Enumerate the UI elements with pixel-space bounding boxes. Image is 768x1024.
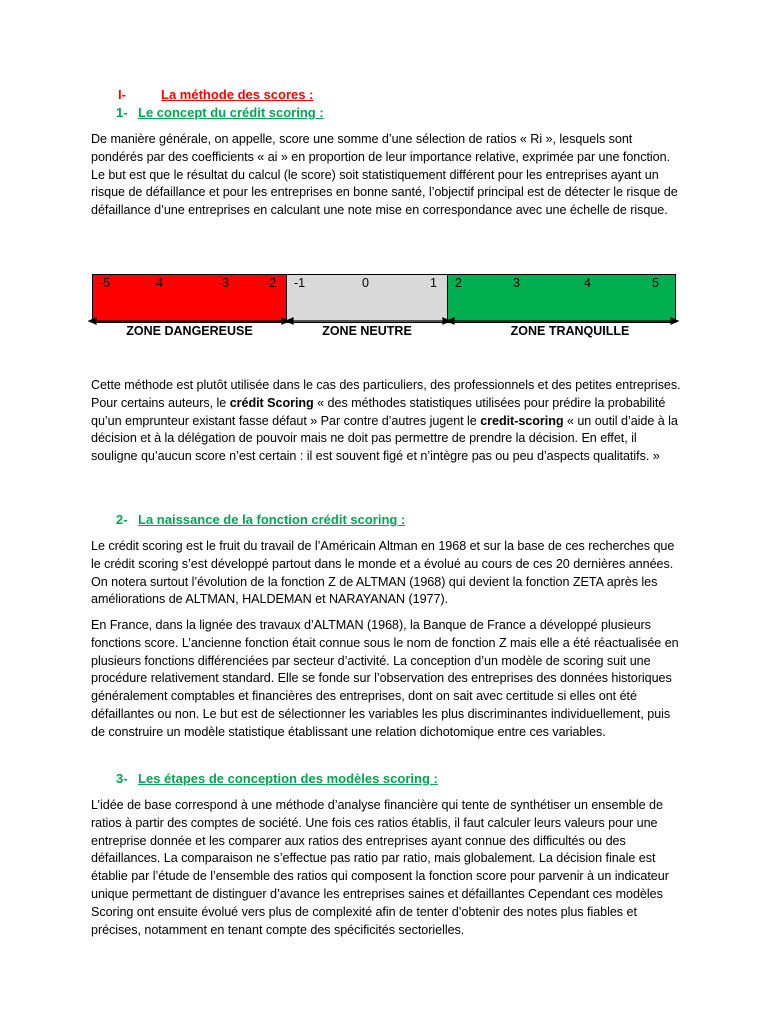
section-title-text: La méthode des scores : bbox=[161, 87, 314, 102]
text-run: Cette méthode est plutôt utilisée dans le cas des particuliers, des professionnels et des petites entreprises. Pour certains auteurs, le bbox=[91, 378, 681, 410]
subsection-title: Le concept du crédit scoring : bbox=[138, 105, 324, 120]
zone-quiet-label: ZONE TRANQUILLE bbox=[510, 324, 630, 338]
section-title-1 bbox=[161, 86, 313, 104]
scale-tick: -2 bbox=[265, 276, 277, 290]
subsection-number: 3- bbox=[116, 771, 128, 786]
scale-tick: 3 bbox=[513, 276, 520, 290]
subsection-number: 1- bbox=[116, 105, 128, 120]
subsection-heading-1 bbox=[116, 104, 324, 122]
subsection-heading-2 bbox=[116, 511, 405, 529]
zone-dangerous-label: ZONE DANGEREUSE bbox=[126, 324, 253, 338]
scale-tick: 1 bbox=[430, 276, 437, 290]
scale-tick: 0 bbox=[362, 276, 369, 290]
bold-term: credit-scoring bbox=[480, 413, 564, 428]
section-number: I- bbox=[118, 87, 126, 102]
subsection-title: La naissance de la fonction crédit scoring : bbox=[138, 512, 406, 527]
scale-tick: 5 bbox=[652, 276, 659, 290]
scale-tick: -3 bbox=[218, 276, 230, 290]
subsection-number: 2- bbox=[116, 512, 128, 527]
scale-tick: -4 bbox=[152, 276, 164, 290]
paragraph-usage bbox=[91, 377, 681, 466]
scale-tick: 4 bbox=[584, 276, 591, 290]
text-run: « un outil d’aide à la décision et à la délégation de pouvoir mais ne doit pas permettre de prendre la décision. En effet, il souligne qu’aucun score n’est certain : il est souvent figé et n’intègre pas ou peu d’aspects qualitatifs. » bbox=[91, 413, 678, 464]
subsection-title: Les étapes de conception des modèles scoring : bbox=[138, 771, 438, 786]
subsection-heading-3 bbox=[116, 770, 438, 788]
zone-neutral-label: ZONE NEUTRE bbox=[322, 324, 412, 338]
paragraph-definition: De manière générale, on appelle, score une somme d’une sélection de ratios « Ri », lesquels sont pondérés par des coefficients « ai » en proportion de leur importance relative, exprimée par une fonction. Le but est que le résultat du calcul (le score) soit statistiquement différent pour les entreprises ayant un risque de défaillance et pour les entreprises en bonne santé, l’objectif principal est de détecter le risque de défaillance d’une entreprises en calculant une note mise en correspondance avec une échelle de risque. bbox=[91, 132, 678, 218]
scale-tick: -5 bbox=[99, 276, 111, 290]
paragraph-france: En France, dans la lignée des travaux d’ALTMAN (1968), la Banque de France a développé plusieurs fonctions score. L’ancienne fonction était connue sous le nom de fonction Z mais elle a été réactualisée en plusieurs fonctions différenciées par secteur d’activité. La conception d’un modèle de scoring suit une procédure relativement standard. Elle se fonde sur l’observation des entreprises des données historiques généralement comptables et financières des entreprises, dont on sait avec certitude si elles ont été défaillantes ou non. Le but est de sélectionner les variables les plus discriminantes individuellement, puis de construire un modèle statistique établissant une relation dichotomique entre ces variables. bbox=[91, 618, 679, 739]
paragraph-steps: L’idée de base correspond à une méthode d’analyse financière qui tente de synthétiser un ensemble de ratios à partir des comptes de société. Une fois ces ratios établis, il faut calculer leurs valeurs pour une entreprise donnée et les comparer aux ratios des entreprises ayant connue des difficultés ou des défaillances. La comparaison ne s’effectue pas ratio par ratio, mais globalement. La décision finale est établie par l’étude de l’ensemble des ratios qui composent la fonction score pour parvenir à un indicateur unique permettant de distinguer d’avance les entreprises saines et défaillantes Cependant ces modèles Scoring ont ensuite évolué vers plus de complexité afin de tenter d’obtenir des notes plus fiables et précises, notamment en tenant compte des spécificités sectorielles. bbox=[91, 798, 669, 937]
scale-tick: 2 bbox=[455, 276, 462, 290]
section-heading-1 bbox=[118, 86, 126, 104]
text-run: « des méthodes statistiques utilisées pour prédire la probabilité qu’un emprunteur existant fasse défaut » Par contre d’autres jugent le bbox=[91, 395, 666, 428]
paragraph-origin: Le crédit scoring est le fruit du travail de l’Américain Altman en 1968 et sur la base de ces recherches que le crédit scoring s’est développé partout dans le monde et a évolué au cours de ces 20 dernières années. On notera surtout l’évolution de la fonction Z de ALTMAN (1968) qui devient la fonction ZETA après les améliorations de ALTMAN, HALDEMAN et NARAYANAN (1977). bbox=[91, 539, 675, 607]
bold-term: crédit Scoring bbox=[229, 395, 314, 410]
scale-tick: -1 bbox=[294, 276, 306, 290]
